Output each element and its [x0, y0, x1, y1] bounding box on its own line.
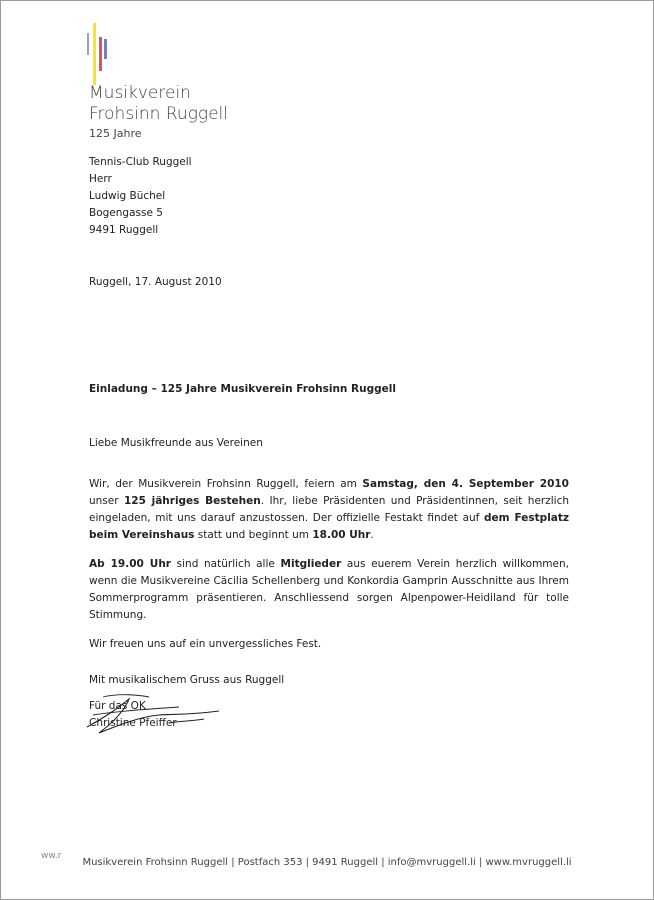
org-name-line2: Frohsinn Ruggell: [89, 104, 228, 124]
text-run: statt und beginnt um: [194, 529, 313, 541]
page-footer: Musikverein Frohsinn Ruggell | Postfach 353 | 9491 Ruggell | info@mvruggell.li | www.mvruggell.li: [82, 857, 572, 868]
org-anniversary: 125 Jahre: [89, 127, 142, 140]
bold-run: 125 jähriges Bestehen: [123, 495, 261, 507]
address-line: 9491 Ruggell: [89, 224, 159, 236]
paragraph-1: [89, 476, 569, 544]
text-run: sind natürlich alle: [171, 558, 281, 570]
bold-run: Samstag, den 4. September 2010: [362, 478, 569, 490]
letter-body: [89, 476, 569, 665]
bold-run: 18.00 Uhr: [312, 529, 371, 541]
text-run: unser: [89, 495, 124, 507]
page-stamp: ww.r: [41, 851, 62, 861]
address-line: Tennis-Club Ruggell: [89, 156, 192, 168]
signer-name: Christine Pfeiffer: [89, 717, 177, 729]
logo-bar-red: [99, 37, 102, 71]
salutation: Liebe Musikfreunde aus Vereinen: [89, 437, 263, 449]
logo-bar-blue: [104, 39, 107, 59]
letter-subject: Einladung – 125 Jahre Musikverein Frohsinn Ruggell: [89, 383, 396, 395]
text-run: aus euerem Verein herzlich willkommen, wenn die Musikvereine Cäcilia Schellenberg und Konkordia Gamprin Ausschnitte aus Ihrem Sommerprogramm präsentieren. Anschliessend sorgen Alpenpower-Heidiland für tolle Stimmung.: [89, 558, 569, 621]
handwritten-signature: [79, 685, 229, 745]
closing: Mit musikalischem Gruss aus Ruggell: [89, 674, 285, 686]
address-line: Herr: [89, 173, 112, 185]
paragraph-3: Wir freuen uns auf ein unvergessliches Fest.: [89, 638, 322, 650]
text-run: . Ihr, liebe Präsidenten und Präsidentinnen, seit herzlich eingeladen, mit uns darauf anzustossen. Der offizielle Festakt findet auf: [89, 495, 569, 524]
address-line: Bogengasse 5: [89, 207, 163, 219]
address-line: Ludwig Büchel: [89, 190, 166, 202]
letterhead: [89, 83, 228, 141]
org-name-line1: Musikverein: [89, 83, 191, 103]
signoff-line: Für das OK: [89, 700, 146, 712]
bold-run: Mitglieder: [280, 558, 342, 570]
letter-date: Ruggell, 17. August 2010: [89, 276, 222, 288]
bold-run: Ab 19.00 Uhr: [89, 558, 171, 570]
recipient-address: [89, 154, 339, 239]
logo-icon: [87, 23, 107, 83]
logo-bar-gray: [87, 33, 89, 55]
text-run: .: [370, 529, 374, 541]
logo-bar-yellow: [93, 23, 96, 85]
paragraph-2: [89, 556, 569, 624]
bold-run: dem Festplatz beim Vereinshaus: [89, 512, 570, 541]
text-run: Wir, der Musikverein Frohsinn Ruggell, feiern am: [89, 478, 363, 490]
